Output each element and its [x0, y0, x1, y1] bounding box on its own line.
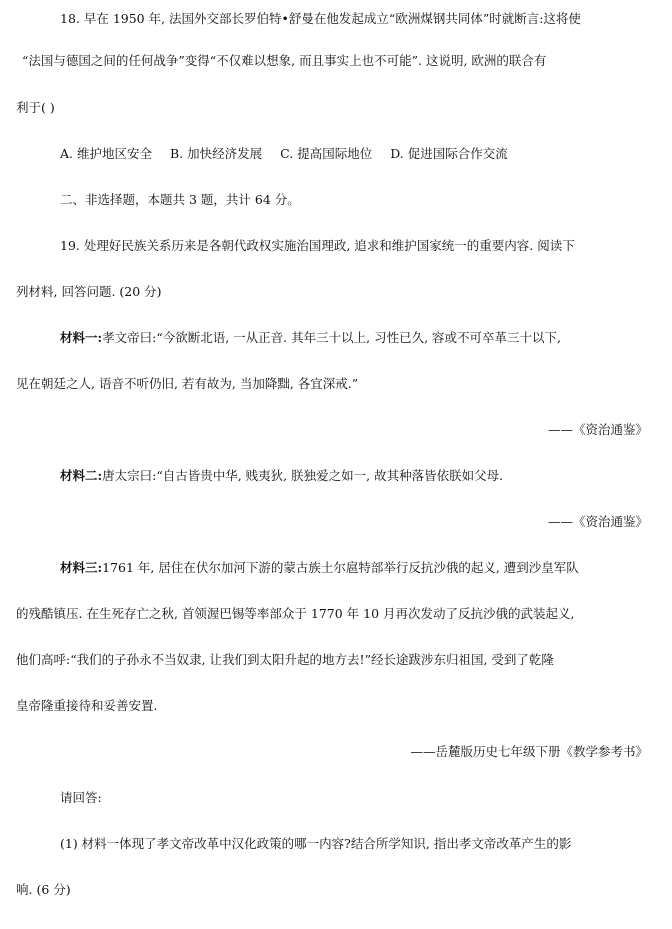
- material-3-line-3: 他们高呼:“我们的子孙永不当奴隶, 让我们到太阳升起的地方去!”经长途跋涉东归祖国, 受到了乾隆: [16, 652, 554, 667]
- material-3-label: 材料三:: [60, 560, 103, 575]
- section-2-heading: 二、非选择题，本题共 3 题，共计 64 分。: [60, 192, 300, 207]
- material-2-label: 材料二:: [60, 468, 103, 483]
- option-b[interactable]: B. 加快经济发展: [169, 146, 263, 161]
- option-c[interactable]: C. 提高国际地位: [280, 146, 373, 161]
- material-3-source: ——岳麓版历史七年级下册《教学参考书》: [410, 744, 648, 759]
- material-2-source: ——《资治通鉴》: [547, 514, 648, 529]
- material-1-label: 材料一:: [60, 330, 103, 345]
- answer-prompt: 请回答:: [60, 790, 102, 805]
- q18-line-1: 18. 早在 1950 年, 法国外交部长罗伯特•舒曼在他发起成立“欧洲煤钢共同体”时就断言:这将使: [60, 11, 581, 26]
- q19-line-2: 列材料, 回答问题. (20 分): [16, 284, 162, 299]
- material-3-line-2: 的残酷镇压. 在生死存亡之秋, 首领渥巴锡等率部众于 1770 年 10 月再次发动了反抗沙俄的武装起义,: [16, 606, 575, 621]
- sub-question-1-line-2: 响. (6 分): [16, 882, 71, 897]
- material-1-line-2: 见在朝廷之人, 语音不听仍旧, 若有故为, 当加降黜, 各宜深戒.”: [16, 376, 359, 391]
- material-3-line-1: [60, 559, 648, 577]
- q18-line-2: “法国与德国之间的任何战争”变得“不仅难以想象, 而且事实上也不可能”. 这说明, 欧洲的联合有: [22, 53, 547, 68]
- q19-line-1: 19. 处理好民族关系历来是各朝代政权实施治国理政, 追求和维护国家统一的重要内容. 阅读下: [60, 238, 575, 253]
- material-2-line-1: [60, 467, 648, 485]
- q18-options: [60, 145, 648, 163]
- material-1-line-1: [60, 329, 648, 347]
- material-3-text-1: 1761 年, 居住在伏尔加河下游的蒙古族土尔扈特部举行反抗沙俄的起义, 遭到沙皇军队: [102, 560, 579, 575]
- sub-question-1-line-1: (1) 材料一体现了孝文帝改革中汉化政策的哪一内容?结合所学知识, 指出孝文帝改革产生的影: [60, 836, 572, 851]
- material-1-source: ——《资治通鉴》: [547, 422, 648, 437]
- material-3-line-4: 皇帝隆重接待和妥善安置.: [16, 698, 158, 713]
- q18-line-3: 利于( ): [16, 100, 55, 115]
- option-a[interactable]: A. 维护地区安全: [60, 146, 152, 161]
- material-2-text-1: 唐太宗曰:“自古皆贵中华, 贱夷狄, 朕独爱之如一, 故其种落皆依朕如父母.: [102, 468, 504, 483]
- option-d[interactable]: D. 促进国际合作交流: [390, 146, 508, 161]
- material-1-text-1: 孝文帝曰:“今欲断北语, 一从正音. 其年三十以上, 习性已久, 容或不可卒革三十以下,: [102, 330, 561, 345]
